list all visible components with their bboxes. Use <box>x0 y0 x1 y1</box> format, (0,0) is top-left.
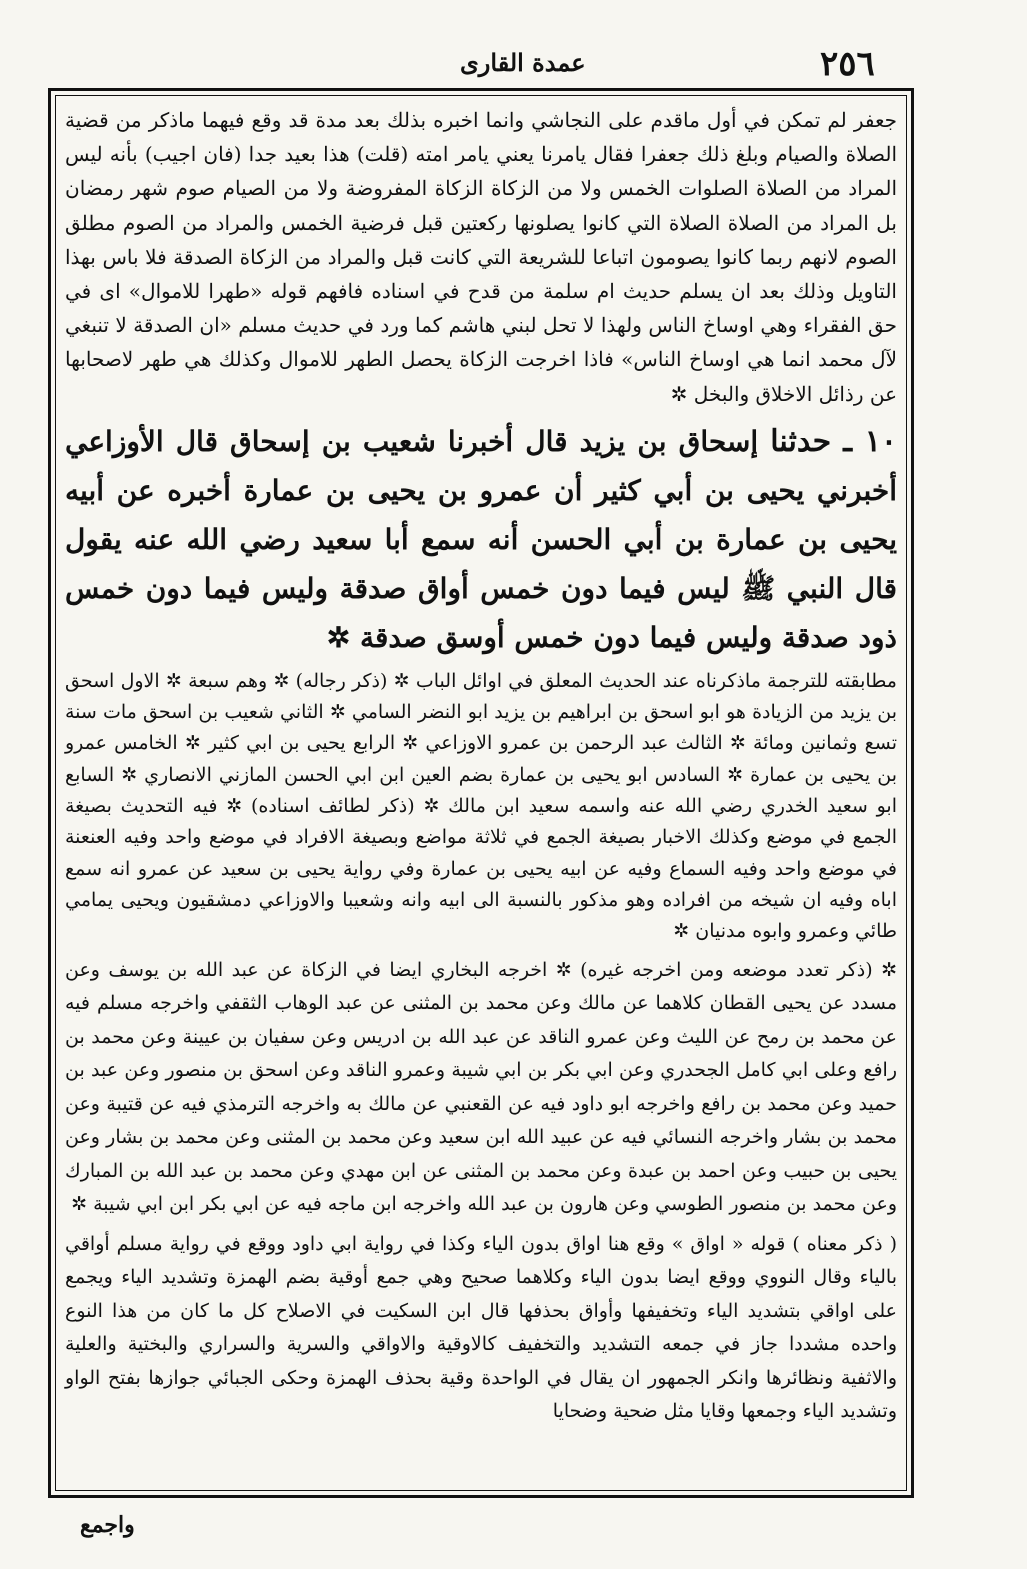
catchword: واجمع <box>80 1512 135 1538</box>
hadith-keyword: حدثنا <box>770 423 832 459</box>
page-content <box>65 103 897 1483</box>
hadith-text: إسحاق بن يزيد قال أخبرنا شعيب بن إسحاق قال الأوزاعي أخبرني يحيى بن أبي كثير أن عمرو بن يحيى بن عمارة أخبره عن أبيه يحيى بن عمارة بن أبي الحسن أنه سمع أبا سعيد رضي الله عنه يقول قال النبي ﷺ ليس فيما دون خمس أواق صدقة وليس فيما دون خمس ذود صدقة وليس فيما دون خمس أوسق صدقة ✲ <box>65 424 897 654</box>
commentary-paragraph-3: ✲ (ذكر تعدد موضعه ومن اخرجه غيره) ✲ اخرجه البخاري ايضا في الزكاة عن عبد الله بن يوسف وعن مسدد عن يحيى القطان كلاهما عن مالك وعن محمد بن المثنى عن عبد الوهاب الثقفي واخرجه مسلم فيه عن محمد بن رمح عن الليث وعن عمرو الناقد عن عبد الله بن ادريس وعن سفيان بن عيينة وعن محمد بن رافع وعلى ابي كامل الجحدري وعن ابي بكر بن ابي شيبة وعمرو الناقد وعن اسحق بن منصور وعن عبد بن حميد وعن محمد بن رافع واخرجه ابو داود فيه عن القعنبي عن مالك به واخرجه الترمذي فيه عن قتيبة وعن محمد بن بشار واخرجه النسائي فيه عن عبيد الله ابن سعيد وعن محمد بن المثنى وعن محمد بن بشار وعن يحيى بن حبيب وعن احمد بن عبدة وعن محمد بن المثنى عن ابن مهدي وعن محمد بن عبد الله بن المبارك وعن محمد بن منصور الطوسي وعن هارون بن عبد الله واخرجه ابن ماجه فيه عن ابي بكر ابن ابي شيبة ✲ <box>65 958 897 1215</box>
running-title: عمدة القارى <box>460 48 586 77</box>
commentary-paragraph-4: ( ذكر معناه ) قوله « اواق » وقع هنا اواق بدون الياء وكذا في رواية ابي داود ووقع في رواية مسلم أواقي بالياء وقال النووي ووقع ايضا بدون الياء وكلاهما صحيح وهي جمع أوقية بضم الهمزة وتشديد الياء ويجمع على اواقي بتشديد الياء وتخفيفها وأواق بحذفها قال ابن السكيت في الاصلاح كل ما كان من هذا النوع واحده مشددا جاز في جمعه التشديد والتخفيف كالاوقية والاواقي والسرية والسراري والبختية والعلية والاثفية ونظائرها وانكر الجمهور ان يقال في الواحدة وقية بحذف الهمزة وحكى الجبائي جوازها بفتح الواو وتشديد الياء وجمعها وقايا مثل ضحية وضحايا <box>65 1232 897 1423</box>
text-frame <box>48 88 914 1498</box>
page-header <box>60 34 900 88</box>
commentary-paragraph-2: مطابقته للترجمة ماذكرناه عند الحديث المعلق في اوائل الباب ✲ (ذكر رجاله) ✲ وهم سبعة ✲ الاول اسحق بن يزيد من الزيادة هو ابو اسحق بن ابراهيم بن يزيد ابو النضر السامي ✲ الثاني شعيب بن اسحق مات سنة تسع وثمانين ومائة ✲ الثالث عبد الرحمن بن عمرو الاوزاعي ✲ الرابع يحيى بن ابي كثير ✲ الخامس عمرو بن يحيى بن عمارة ✲ السادس ابو يحيى بن عمارة بضم العين ابن ابي الحسن المازني الانصاري ✲ السابع ابو سعيد الخدري رضي الله عنه واسمه سعيد ابن مالك ✲ (ذكر لطائف اسناده) ✲ فيه التحديث بصيغة الجمع في موضع وكذلك الاخبار بصيغة الجمع في ثلاثة مواضع وبصيغة الافراد في موضع واحد وفيه العنعنة في موضع واحد وفيه السماع وفيه عن ابيه يحيى بن عمارة وفي رواية يحيى بن سعيد عن عمرو انه سمع اباه وفيه ان شيخه من افراده وهو مذكور بالنسبة الى ابيه وانه وشعيبا والاوزاعي دمشقيون ويحيى يمامي طائي وعمرو وابوه مدنيان ✲ <box>65 669 897 943</box>
commentary-paragraph-1: جعفر لم تمكن في أول ماقدم على النجاشي وانما اخبره بذلك بعد مدة قد وقع فيهما ماذكر من قضية الصلاة والصيام وبلغ ذلك جعفرا فقال يامرنا يعني يامر امته (قلت) هذا بعيد جدا (فان اجيب) بأنه ليس المراد من الصلاة الصلوات الخمس ولا من الزكاة الزكاة المفروضة ولا من الصيام صوم شهر رمضان بل المراد من الصلاة الصلاة التي كانوا يصلونها ركعتين قبل فرضية الخمس والمراد من الصوم مطلق الصوم لانهم ربما كانوا يصومون اتباعا للشريعة التي كانت قبل والمراد من الزكاة الصدقة فلا باس بهذا التاويل وذلك بعد ان يسلم حديث ام سلمة من قدح في اسناده فافهم قوله «طهرا للاموال» اى في حق الفقراء وهي اوساخ الناس ولهذا لا تحل لبني هاشم كما ورد في حديث مسلم «ان الصدقة لا تنبغي لآل محمد انما هي اوساخ الناس» فاذا اخرجت الزكاة يحصل الطهر للاموال وكذلك هي طهر لاصحابها عن رذائل الاخلاق والبخل ✲ <box>65 108 898 406</box>
hadith-number: ١٠ ـ <box>843 423 898 459</box>
hadith-block <box>65 417 897 662</box>
page-number: ٢٥٦ <box>820 44 875 84</box>
